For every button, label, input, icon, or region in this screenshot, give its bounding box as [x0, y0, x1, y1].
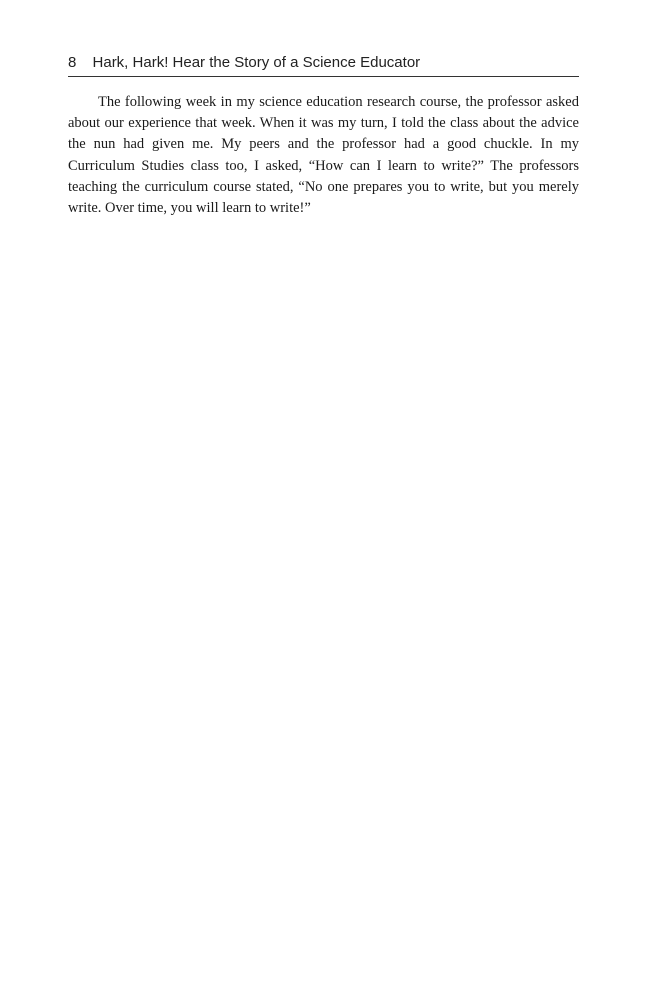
- page-number: 8: [68, 54, 77, 71]
- running-title: Hark, Hark! Hear the Story of a Science Educator: [92, 54, 421, 71]
- running-head: [68, 54, 579, 77]
- body-paragraph: The following week in my science education research course, the professor asked about our experience that week. When it was my turn, I told the class about the advice the nun had given me. My peers and the professor had a good chuckle. In my Curriculum Studies class too, I asked, “How can I learn to write?” The professors teaching the curriculum course stated, “No one prepares you to write, but you merely write. Over time, you will learn to write!”: [68, 94, 579, 217]
